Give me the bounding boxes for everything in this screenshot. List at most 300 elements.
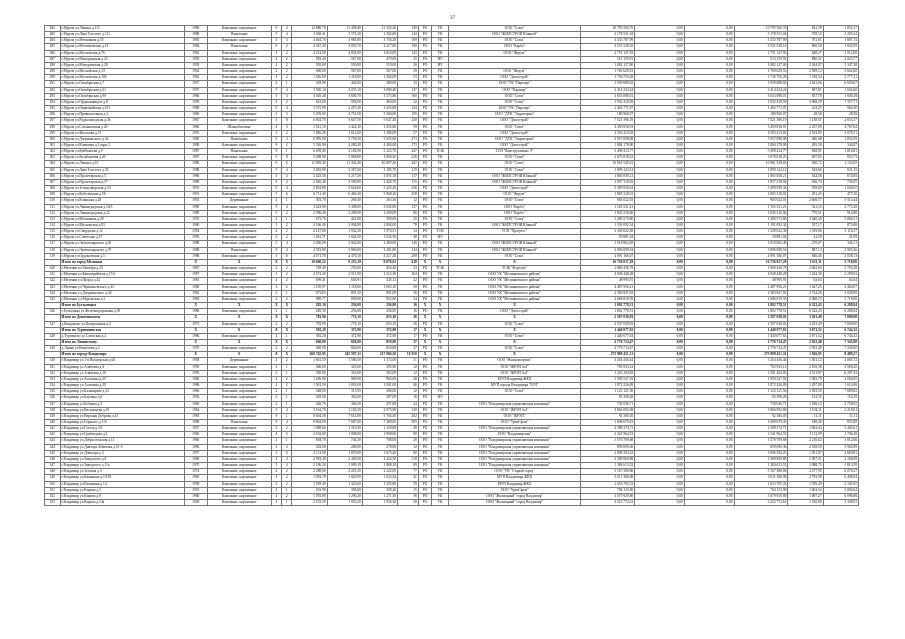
row-management-type: УК [432, 389, 449, 395]
row-program-code: РО [418, 149, 431, 155]
row-wall-material: Каменные, кирпичные [207, 383, 271, 389]
row-living-area: 7 687,00 [327, 420, 362, 426]
row-total-area: 973,65 [292, 290, 327, 296]
row-fund-a: 0,00 [635, 290, 685, 296]
row-residential-area: 256,00 [362, 309, 397, 315]
row-entrances: 4 [282, 179, 292, 185]
row-wall-material: Каменные, кирпичные [207, 395, 271, 401]
row-management-company: ООО "Владимирская управляющая компания" [448, 426, 581, 432]
row-wall-material: Каменные, кирпичные [207, 118, 271, 124]
row-max-cost-per-m2: 4 968,20 [823, 364, 858, 370]
row-cost-per-m2: 841,39 [788, 26, 823, 32]
row-max-cost-per-m2: 2 033,57 [823, 118, 858, 124]
row-program-code: РО [418, 500, 431, 506]
row-wall-material: Каменные, кирпичные [207, 216, 271, 222]
row-total-area: 1 206,90 [292, 376, 327, 382]
row-total-area: 418,90 [292, 81, 327, 87]
row-year: 1983 [184, 38, 207, 44]
row-program-code: РО [418, 272, 431, 278]
row-year: 1960 [184, 223, 207, 229]
row-management-type: УК [432, 130, 449, 136]
row-total-cost: 1 082 127,00 [734, 62, 788, 68]
row-total-cost: 5 957 098,08 [734, 136, 788, 142]
row-number: 300 [45, 136, 61, 142]
row-management-company: ООО "УК "Партнер" [448, 106, 581, 112]
row-total-area: 348,00 [292, 389, 327, 395]
row-address: г.Муром ул.Свердлова д.12 [60, 229, 184, 235]
row-total-cost: 2 414 234,24 [734, 87, 788, 93]
row-floors: 2 [271, 62, 281, 68]
row-residents: 48 [398, 235, 419, 241]
row-total-cost: 1 939 688,02 [734, 81, 788, 87]
row-address: д.Кондаково ул.Центральная д.2 [60, 321, 184, 327]
row-cost-per-m2: 2 482,60 [788, 266, 823, 272]
row-repair-cost: 3 531 528,10 [581, 44, 635, 50]
row-number: 323 [45, 284, 61, 290]
row-total-cost: 3 079 929,80 [734, 493, 788, 499]
row-cost-per-m2: 837,78 [788, 93, 823, 99]
row-residents: 20 [398, 62, 419, 68]
row-program-code: РО [418, 383, 431, 389]
row-residents: 195 [398, 112, 419, 118]
row-entrances: 4 [282, 463, 292, 469]
row-entrances: 6 [282, 192, 292, 198]
row-total-area: 1 195,97 [292, 284, 327, 290]
row-address: г.Муром ул.Привокзальная д.2 [60, 112, 184, 118]
row-cost-per-m2: 2 105,38 [788, 364, 823, 370]
row-repair-cost: 180 960,07 [581, 112, 635, 118]
row-repair-cost: 2 776 714,47 [581, 346, 635, 352]
row-cost-per-m2: 887,13 [788, 247, 823, 253]
row-year: 1960 [184, 432, 207, 438]
row-residential-area: 4 217,20 [362, 253, 397, 259]
row-residential-area: 358,20 [362, 487, 397, 493]
row-residential-area: 390,00 [362, 216, 397, 222]
row-residents: 447 [398, 161, 419, 167]
row-repair-cost: 2 383 847,02 [581, 290, 635, 296]
row-repair-cost: 1 802 778,51 [581, 309, 635, 315]
row-year: 1986 [184, 161, 207, 167]
row-fund-a: 0,00 [635, 278, 685, 284]
row-total-area: 429,00 [292, 395, 327, 401]
row-repair-cost: 1 191 092,34 [581, 223, 635, 229]
row-floors: 4 [271, 475, 281, 481]
row-fund-b: 0,00 [684, 346, 734, 352]
row-management-company: ООО "Домострой" [448, 118, 581, 124]
row-management-type: X [432, 327, 449, 333]
row-wall-material: Каменные, кирпичные [207, 432, 271, 438]
row-living-area: 5 758,30 [327, 136, 362, 142]
row-total-area: 5 852,80 [292, 186, 327, 192]
row-entrances: 4 [282, 241, 292, 247]
row-living-area: 6 466,30 [327, 192, 362, 198]
row-total-area: 1 541,10 [292, 124, 327, 130]
row-living-area: 1 325,60 [327, 481, 362, 487]
row-max-cost-per-m2: 6 744,32 [823, 333, 858, 339]
row-year: 1975 [184, 87, 207, 93]
row-wall-material: Каменные, кирпичные [207, 481, 271, 487]
row-management-type: УК [432, 142, 449, 148]
row-cost-per-m2: 1 076,49 [788, 481, 823, 487]
row-residential-area: 11 325,20 [362, 26, 397, 32]
row-fund-b: 0,00 [684, 259, 734, 265]
row-residents: 137 [398, 173, 419, 179]
row-residential-area: 306,00 [362, 389, 397, 395]
row-entrances: 2 [282, 469, 292, 475]
row-total-cost: 3 096 394,23 [734, 450, 788, 456]
row-floors: 2 [271, 99, 281, 105]
row-management-company: ООО "УК "Старый город" [448, 469, 581, 475]
row-max-cost-per-m2: 1 829,59 [823, 44, 858, 50]
row-cost-per-m2: 880,51 [788, 56, 823, 62]
row-fund-a: 0,00 [635, 253, 685, 259]
row-floors: 3 [271, 112, 281, 118]
row-address: г.Муром ул.Стахановская д.20 [60, 124, 184, 130]
row-management-company: ООО "ЖРЭП №4" [448, 370, 581, 376]
row-floors: 4 [271, 124, 281, 130]
row-total-area: 699,41 [292, 278, 327, 284]
row-entrances: X [282, 352, 292, 358]
row-cost-per-m2: 11,11 [788, 413, 823, 419]
row-repair-cost: 65 398,28 [581, 395, 635, 401]
row-year: 1991 [184, 186, 207, 192]
row-management-type: УК [432, 173, 449, 179]
row-wall-material: Панельные [207, 247, 271, 253]
row-fund-a: 0,00 [635, 401, 685, 407]
row-floors: 5 [271, 210, 281, 216]
row-total-area: 3 375,90 [292, 106, 327, 112]
row-max-cost-per-m2: 344,87 [823, 142, 858, 148]
row-total-area: 3 623,90 [292, 204, 327, 210]
row-total-area: 366,00 [292, 364, 327, 370]
row-cost-per-m2: 542,56 [788, 173, 823, 179]
row-residential-area: 2 200,00 [362, 210, 397, 216]
row-residential-area: 901,00 [362, 290, 397, 296]
row-fund-a: 0,00 [635, 99, 685, 105]
row-year: 1960 [184, 401, 207, 407]
row-fund-a: 0,00 [635, 432, 685, 438]
row-number: 299 [45, 130, 61, 136]
row-residential-area: 3 080,40 [362, 87, 397, 93]
row-address: г.Владимир ул.Добросельская д.11 [60, 438, 184, 444]
row-cost-per-m2: 2 793,98 [788, 475, 823, 481]
row-residential-area: 545,11 [362, 278, 397, 284]
row-total-cost: 180 960,07 [734, 112, 788, 118]
row-fund-a: 0,00 [635, 106, 685, 112]
row-program-code: РО [418, 253, 431, 259]
row-wall-material: Каменные, кирпичные [207, 112, 271, 118]
row-floors: 5 [271, 186, 281, 192]
row-total-cost: 859 690,36 [734, 444, 788, 450]
row-program-code: РО [418, 333, 431, 339]
row-number: 326 [45, 309, 61, 315]
row-residential-area: 263,30 [362, 198, 397, 204]
row-management-company: X [448, 339, 581, 345]
row-year: 1954 [184, 229, 207, 235]
row-fund-b: 0,00 [684, 420, 734, 426]
row-repair-cost: 513 159,91 [581, 56, 635, 62]
row-floors: 5 [271, 223, 281, 229]
row-repair-cost: 1 201 204,83 [581, 370, 635, 376]
row-residents: 130 [398, 407, 419, 413]
row-living-area: 396,00 [327, 487, 362, 493]
row-management-company: ООО "Форум" [448, 50, 581, 56]
row-residents: 55 [398, 481, 419, 487]
row-repair-cost: 3 333 787,99 [581, 38, 635, 44]
row-living-area: 323,60 [327, 364, 362, 370]
row-fund-b: 0,00 [684, 253, 734, 259]
row-residents: 50 [398, 284, 419, 290]
row-program-code: РО [418, 136, 431, 142]
row-year: 1970 [184, 346, 207, 352]
row-residential-area: 2 420,70 [362, 179, 397, 185]
row-wall-material: Каменные, кирпичные [207, 87, 271, 93]
row-wall-material: Каменные, кирпичные [207, 266, 271, 272]
row-management-company: ООО "Союз" [448, 124, 581, 130]
row-address: с.Бутылицы ул.Железнодорожная д.59 [60, 309, 184, 315]
row-fund-a: 0,00 [635, 241, 685, 247]
row-floors: 5 [271, 179, 281, 185]
row-living-area: 4 001,00 [327, 50, 362, 56]
row-floors: 9 [271, 44, 281, 50]
row-management-company: ООО "ЖИЛСТРОЙ Южный" [448, 223, 581, 229]
row-living-area: 256,00 [327, 309, 362, 315]
row-max-cost-per-m2: 7 000,00 [823, 321, 858, 327]
row-entrances: 4 [282, 247, 292, 253]
row-year: 1960 [184, 438, 207, 444]
row-wall-material: X [207, 315, 271, 321]
row-cost-per-m2: 3 201,49 [788, 321, 823, 327]
row-max-cost-per-m2: 6 744,32 [823, 327, 858, 333]
row-total-cost: 3 389 869,88 [734, 456, 788, 462]
row-repair-cost: 10 961 549,01 [581, 161, 635, 167]
row-floors: 3 [271, 284, 281, 290]
row-total-cost: 3 450 816,91 [734, 124, 788, 130]
row-living-area: 891,50 [327, 290, 362, 296]
row-management-company: ООО УК "Мелинковского района" [448, 290, 581, 296]
row-total-area: 2 147,00 [292, 229, 327, 235]
row-cost-per-m2: 2 277,95 [788, 469, 823, 475]
row-year: 1988 [184, 247, 207, 253]
row-management-company: ООО "ЖРЭП" [448, 413, 581, 419]
row-total-cost: 1 860 436,78 [734, 266, 788, 272]
row-cost-per-m2: 939,69 [788, 186, 823, 192]
row-floors: 2 [271, 469, 281, 475]
row-program-code: РО [418, 186, 431, 192]
row-floors: 5 [271, 155, 281, 161]
row-program-code: РО [418, 44, 431, 50]
row-floors: 2 [271, 309, 281, 315]
row-entrances: 3 [282, 136, 292, 142]
row-entrances: 1 [282, 395, 292, 401]
row-year: X [184, 327, 207, 333]
row-fund-b: 0,00 [684, 339, 734, 345]
row-management-company: ООО "Союз" [448, 346, 581, 352]
row-year: 1962 [184, 50, 207, 56]
row-address: г.Владимир ул.Асаткина д.25 [60, 376, 184, 382]
row-max-cost-per-m2: 7 345,00 [823, 339, 858, 345]
row-year: 1986 [184, 383, 207, 389]
row-management-company: ООО "Союз" [448, 333, 581, 339]
row-fund-b: 0,00 [684, 167, 734, 173]
row-fund-b: 0,00 [684, 450, 734, 456]
row-cost-per-m2: 1 424,30 [788, 272, 823, 278]
row-number: 321 [45, 272, 61, 278]
row-address: г.Муром ул.Кузьбышева д.20 [60, 155, 184, 161]
row-fund-b: 0,00 [684, 376, 734, 382]
row-management-company: ООО "Союз" [448, 216, 581, 222]
row-program-code: РО [418, 32, 431, 38]
row-entrances: 2 [282, 358, 292, 364]
row-management-company: ООО "Жилкомсервис" [448, 358, 581, 364]
row-repair-cost: 10 795 560,76 [581, 26, 635, 32]
row-number: 351 [45, 487, 61, 493]
row-management-type: УК [432, 69, 449, 75]
row-residential-area: 3 055,10 [362, 173, 397, 179]
row-residential-area: 1 888,10 [362, 463, 397, 469]
row-year: 1966 [184, 93, 207, 99]
row-total-area: 5 288,90 [292, 155, 327, 161]
row-address: г.Муром ул.Радиозаводская д.36 [60, 118, 184, 124]
row-entrances: 8 [282, 118, 292, 124]
row-total-cost: 1 845 216,06 [734, 210, 788, 216]
row-management-company: ООО "ЖИЛСТРОЙ Южный" [448, 179, 581, 185]
row-entrances: 2 [282, 493, 292, 499]
row-living-area: 3 600,70 [327, 93, 362, 99]
row-residents: 17 [398, 327, 419, 333]
row-number: 338 [45, 407, 61, 413]
row-fund-b: 0,00 [684, 272, 734, 278]
row-repair-cost: 3 354 436,44 [581, 358, 635, 364]
row-entrances: 2 [282, 69, 292, 75]
row-repair-cost: 3 450 816,91 [581, 124, 635, 130]
row-floors: X [271, 339, 281, 345]
row-total-cost: 10 795 560,76 [734, 26, 788, 32]
row-residential-area: 2 004,00 [362, 223, 397, 229]
row-year: 1966 [184, 389, 207, 395]
row-repair-cost: 5 498 414,77 [581, 149, 635, 155]
row-cost-per-m2: 1 301,12 [788, 358, 823, 364]
row-number: 310 [45, 198, 61, 204]
row-address: г.Владимир ул.Горького д.115 [60, 420, 184, 426]
row-management-type: X [432, 315, 449, 321]
row-entrances: 2 [282, 266, 292, 272]
row-fund-b: 0,00 [684, 241, 734, 247]
row-residential-area: 2 973,90 [362, 407, 397, 413]
row-total-area: 303,70 [292, 198, 327, 204]
row-wall-material: Каменные, кирпичные [207, 62, 271, 68]
row-number: 297 [45, 118, 61, 124]
row-management-company: ООО "ЖИЛСТРОЙ Южный" [448, 247, 581, 253]
row-total-cost: 1 899 122,12 [734, 167, 788, 173]
row-living-area: 280,00 [327, 444, 362, 450]
row-fund-a: 0,00 [635, 167, 685, 173]
row-wall-material: Каменные, кирпичные [207, 321, 271, 327]
row-address: г.Владимир ул.Васильцева д.10 [60, 407, 184, 413]
row-wall-material: Каменные, кирпичные [207, 38, 271, 44]
row-entrances: 2 [282, 99, 292, 105]
row-program-code: X [418, 352, 431, 358]
row-program-code: РО [418, 469, 431, 475]
row-total-cost: 1 950 527,92 [734, 376, 788, 382]
row-cost-per-m2: 6 322,43 [788, 303, 823, 309]
row-fund-a: 0,00 [635, 50, 685, 56]
row-year: 1955 [184, 216, 207, 222]
row-residential-area: 2 222,00 [362, 469, 397, 475]
row-fund-a: 0,00 [635, 93, 685, 99]
row-max-cost-per-m2: 2 773,20 [823, 204, 858, 210]
row-year: 1987 [184, 155, 207, 161]
row-cost-per-m2: 1 088,75 [788, 463, 823, 469]
row-address: г.Муром ул.Ленина д.115 [60, 26, 184, 32]
row-total-cost: 1 653 705,33 [734, 481, 788, 487]
row-program-code: РО [418, 376, 431, 382]
row-address: г.Владимир ул.Диктора Левитана д.51-б [60, 444, 184, 450]
row-residents: 59 [398, 124, 419, 130]
row-cost-per-m2: 3 641,66 [788, 81, 823, 87]
row-wall-material: Каменные, кирпичные [207, 278, 271, 284]
row-total-area: 3 450,41 [292, 32, 327, 38]
row-floors: 9 [271, 413, 281, 419]
row-number: 353 [45, 500, 61, 506]
row-program-code: РО [418, 179, 431, 185]
row-total-area: 6 659,40 [292, 149, 327, 155]
row-living-area: 1 870,00 [327, 450, 362, 456]
row-fund-a: 0,00 [635, 420, 685, 426]
row-residential-area: 1 304,00 [362, 75, 397, 81]
row-repair-cost: 3 223 772,61 [581, 500, 635, 506]
row-wall-material: Каменные, кирпичные [207, 309, 271, 315]
row-residents: 56 [398, 493, 419, 499]
row-address: г.Владимир ул.Балакирева д.22 [60, 389, 184, 395]
row-management-type: УК [432, 32, 449, 38]
row-management-type: УК [432, 401, 449, 407]
row-address: г.Муром ул.Ленина д.55 [60, 161, 184, 167]
row-program-code: РО [418, 420, 431, 426]
row-fund-b: 0,00 [684, 413, 734, 419]
row-wall-material: Каменные, кирпичные [207, 99, 271, 105]
row-living-area: 4 751,00 [327, 112, 362, 118]
row-address: г.Муром ул.Мечникова д.28 [60, 216, 184, 222]
row-address: г.Муром ул.Экземплярского д.45 [60, 241, 184, 247]
row-year: 1988 [184, 179, 207, 185]
row-address: г.Муром ул.Московская д.33 [60, 69, 184, 75]
row-max-cost-per-m2: 28,58 [823, 112, 858, 118]
row-cost-per-m2: 781,01 [788, 38, 823, 44]
row-program-code: РО [418, 75, 431, 81]
row-number: 342 [45, 432, 61, 438]
row-total-area: 2 186,30 [292, 463, 327, 469]
row-year: 1957 [184, 81, 207, 87]
row-management-company: ООО "Домострой" [448, 309, 581, 315]
row-management-type: УК [432, 106, 449, 112]
row-management-type: УК [432, 161, 449, 167]
row-entrances: 2 [282, 130, 292, 136]
row-management-type: УК [432, 413, 449, 419]
row-floors: 2 [271, 69, 281, 75]
row-number: 311 [45, 204, 61, 210]
row-program-code: РО [418, 444, 431, 450]
row-fund-b: 0,00 [684, 44, 734, 50]
row-residents: 51 [398, 358, 419, 364]
row-year: 1985 [184, 413, 207, 419]
row-total-cost: 2 686 819,59 [734, 296, 788, 302]
row-floors: 9 [271, 142, 281, 148]
row-fund-a: 0,00 [635, 426, 685, 432]
row-cost-per-m2: 656,74 [788, 179, 823, 185]
row-repair-cost: 1 653 705,33 [581, 481, 635, 487]
row-fund-b: 0,00 [684, 383, 734, 389]
